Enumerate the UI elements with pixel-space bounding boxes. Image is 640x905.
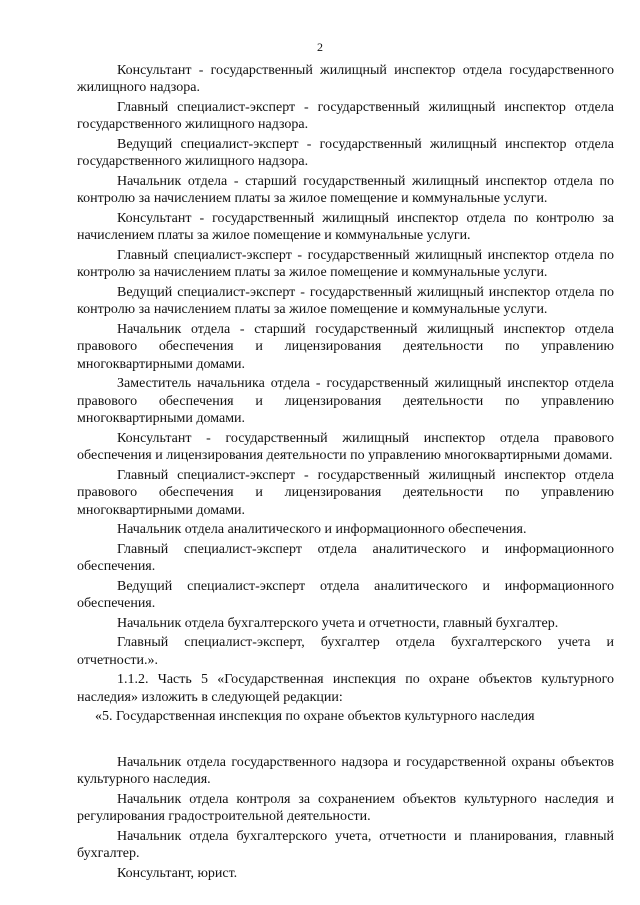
paragraph: Консультант - государственный жилищный инспектор отдела правового обеспечения и лицензирования деятельности по управлению многоквартирными домами.: [77, 430, 614, 464]
paragraph: Начальник отдела аналитического и информационного обеспечения.: [117, 522, 527, 538]
paragraph: Начальник отдела государственного надзора и государственной охраны объектов культурного наследия.: [77, 755, 614, 788]
paragraph: Начальник отдела бухгалтерского учета и отчетности, главный бухгалтер.: [117, 615, 559, 631]
paragraph: Консультант - государственный жилищный инспектор отдела государственного жилищного надзора.: [77, 63, 614, 96]
paragraph: Заместитель начальника отдела - государственный жилищный инспектор отдела правового обеспечения и лицензирования деятельности по управлению многоквартирными домами.: [77, 376, 614, 427]
paragraph: 1.1.2. Часть 5 «Государственная инспекция по охране объектов культурного наследия» изложить в следующей редакции:: [77, 672, 614, 705]
paragraph: Начальник отдела контроля за сохранением объектов культурного наследия и регулирования градостроительной деятельности.: [77, 792, 614, 825]
page-number: 2: [317, 40, 323, 54]
document-body: [77, 62, 614, 885]
paragraph: Главный специалист-эксперт, бухгалтер отдела бухгалтерского учета и отчетности.».: [77, 635, 614, 668]
paragraph: Консультант, юрист.: [117, 866, 238, 881]
paragraph: Ведущий специалист-эксперт - государственный жилищный инспектор отдела государственного жилищного надзора.: [77, 137, 614, 170]
paragraph: Ведущий специалист-эксперт отдела аналитического и информационного обеспечения.: [77, 578, 614, 612]
paragraph: Начальник отдела - старший государственный жилищный инспектор отдела правового обеспечения и лицензирования деятельности по управлению многоквартирными домами.: [77, 322, 614, 372]
paragraph: Консультант - государственный жилищный инспектор отдела по контролю за начислением платы за жилое помещение и коммунальные услуги.: [77, 211, 614, 244]
paragraph: Начальник отдела бухгалтерского учета, отчетности и планирования, главный бухгалтер.: [77, 829, 614, 862]
spacer: [77, 728, 614, 754]
paragraph: Главный специалист-эксперт - государственный жилищный инспектор отдела по контролю за начислением платы за жилое помещение и коммунальные услуги.: [77, 248, 614, 281]
section-heading: «5. Государственная инспекция по охране объектов культурного наследия: [95, 709, 535, 725]
paragraph: Ведущий специалист-эксперт - государственный жилищный инспектор отдела по контролю за начислением платы за жилое помещение и коммунальные услуги.: [77, 285, 614, 318]
paragraphs-block-2: [77, 754, 614, 882]
paragraph: Главный специалист-эксперт - государственный жилищный инспектор отдела правового обеспечения и лицензирования деятельности по управлению многоквартирными домами.: [77, 467, 614, 518]
paragraphs-block-1: [77, 62, 614, 706]
paragraph: Главный специалист-эксперт - государственный жилищный инспектор отдела государственного жилищного надзора.: [77, 100, 614, 133]
paragraph: Начальник отдела - старший государственный жилищный инспектор отдела по контролю за начислением платы за жилое помещение и коммунальные услуги.: [77, 174, 614, 207]
paragraph: Главный специалист-эксперт отдела аналитического и информационного обеспечения.: [77, 541, 614, 575]
